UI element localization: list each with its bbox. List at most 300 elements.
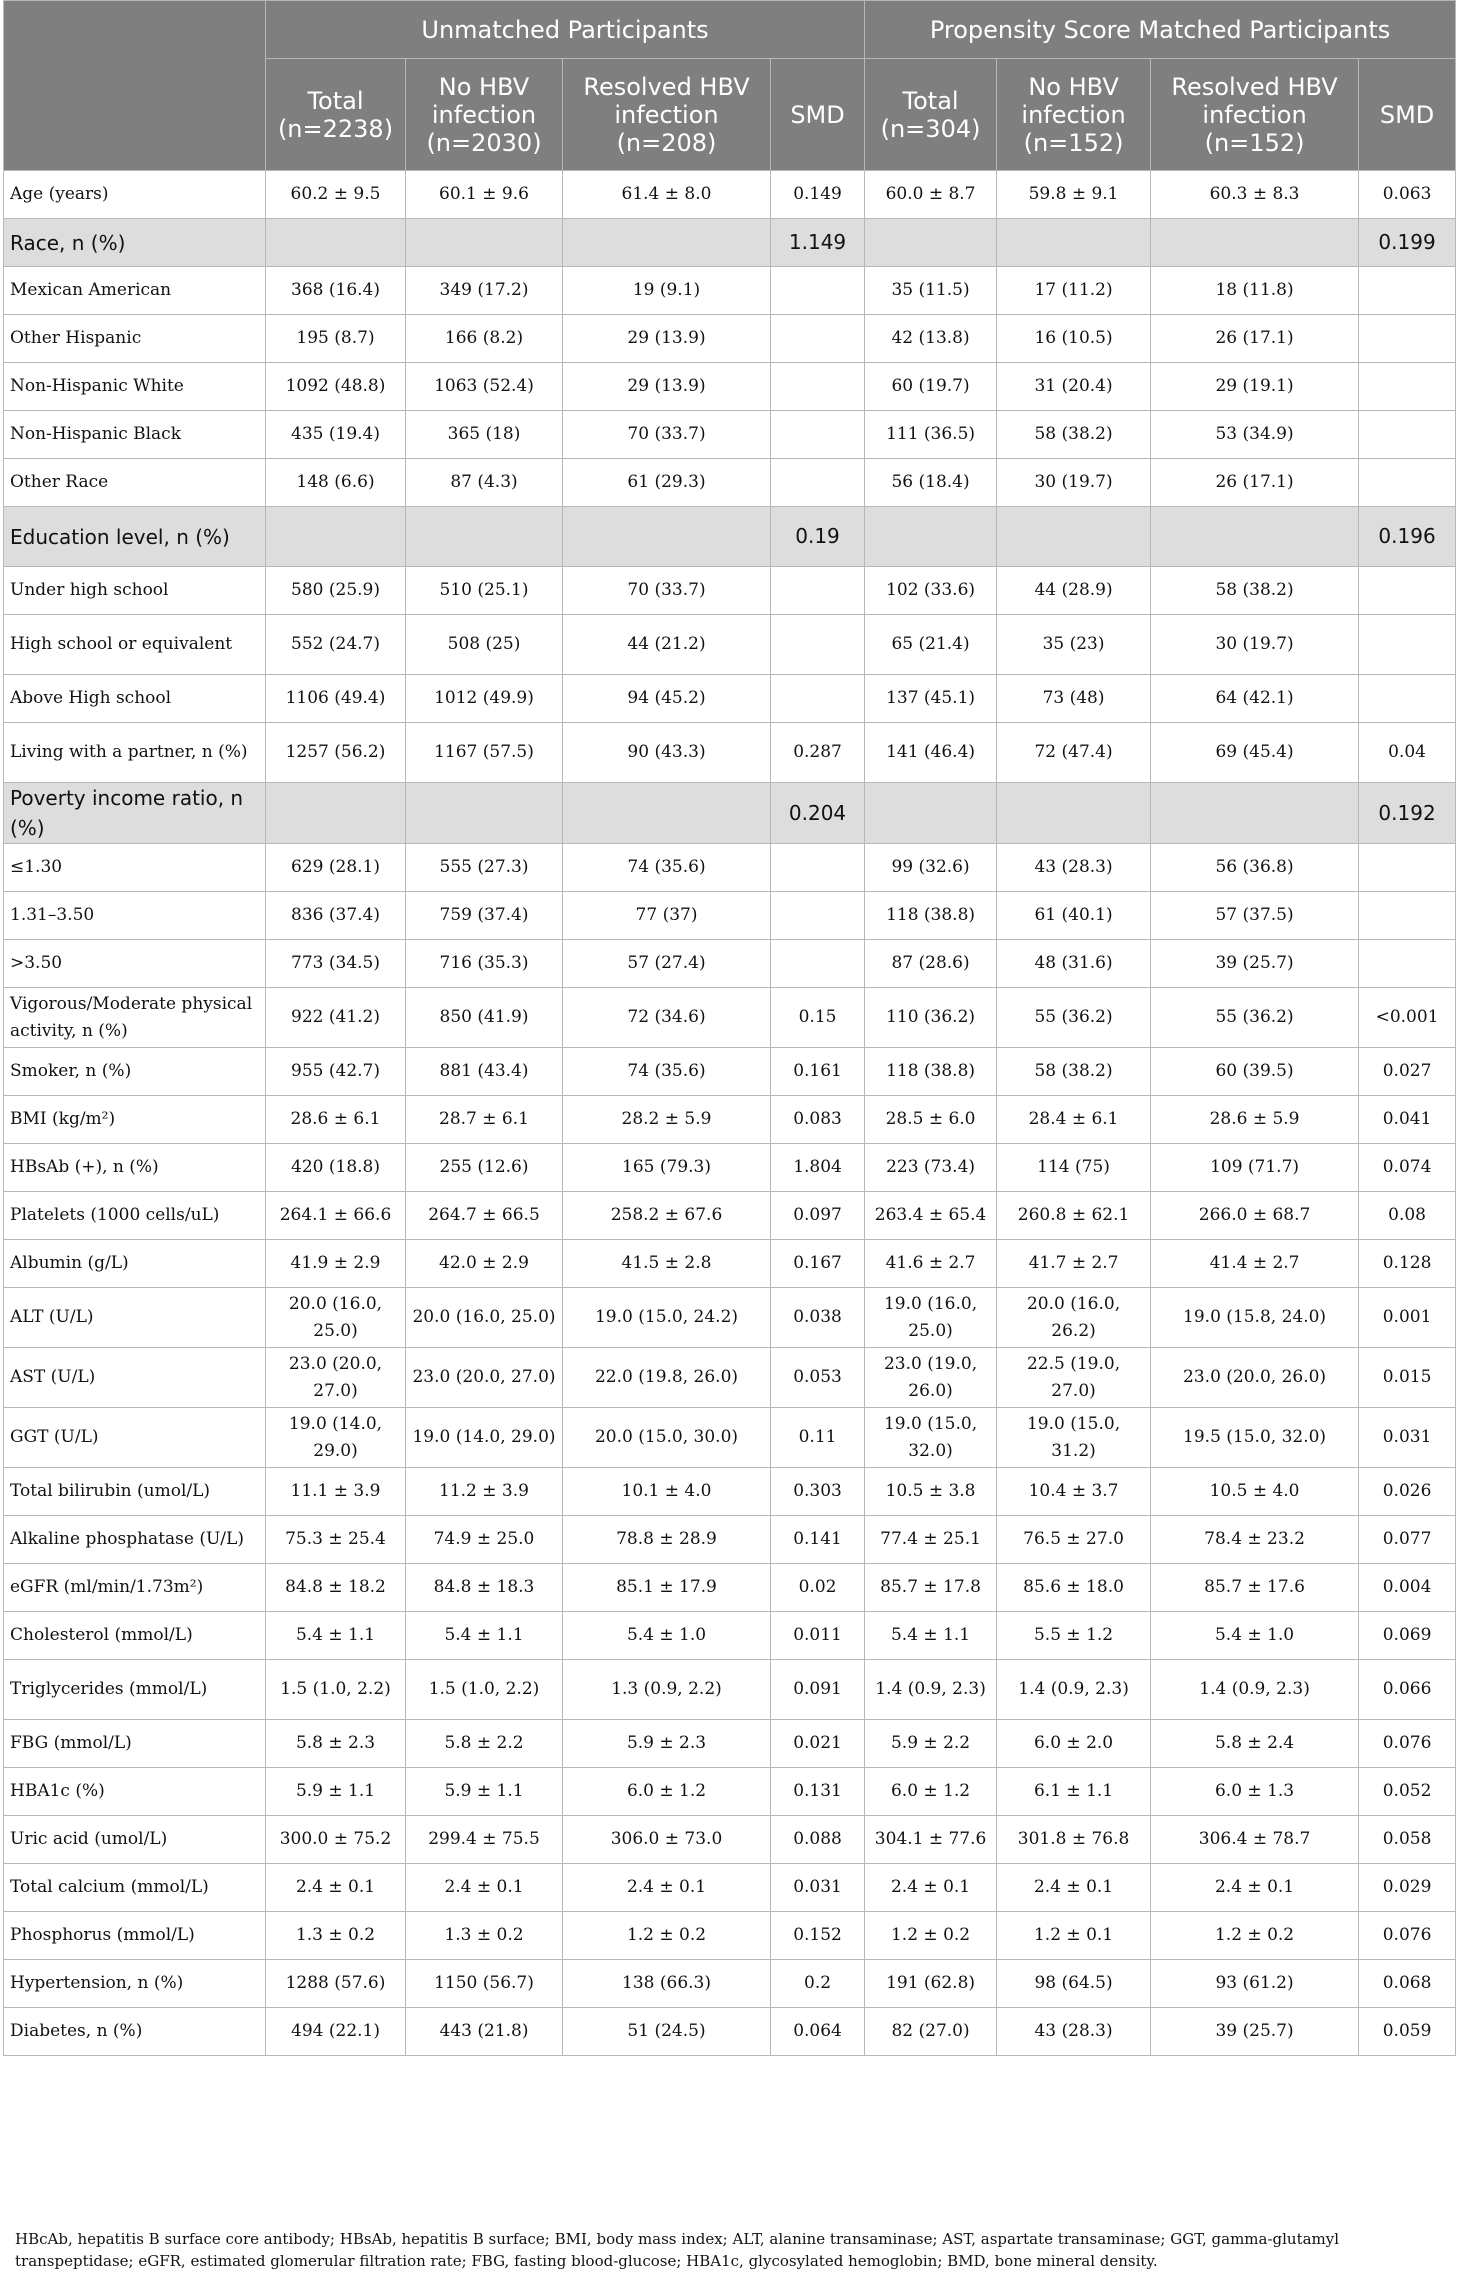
table-cell: 73 (48) xyxy=(997,675,1151,723)
smd-cell: 0.167 xyxy=(771,1240,865,1288)
table-cell: 1167 (57.5) xyxy=(406,723,563,783)
table-cell: 31 (20.4) xyxy=(997,363,1151,411)
table-row xyxy=(4,1864,1456,1912)
row-label: 1.31–3.50 xyxy=(4,892,266,940)
table-cell: 57 (27.4) xyxy=(563,940,771,988)
table-cell: 301.8 ± 76.8 xyxy=(997,1816,1151,1864)
row-label: Under high school xyxy=(4,567,266,615)
smd-cell: 0.074 xyxy=(1359,1144,1456,1192)
table-cell: 1.2 ± 0.2 xyxy=(563,1912,771,1960)
smd-cell: 0.161 xyxy=(771,1048,865,1096)
row-label: Total calcium (mmol/L) xyxy=(4,1864,266,1912)
smd-cell: 0.031 xyxy=(771,1864,865,1912)
table-cell: 19.0 (14.0, 29.0) xyxy=(406,1408,563,1468)
table-cell: 28.6 ± 5.9 xyxy=(1151,1096,1359,1144)
table-cell: 443 (21.8) xyxy=(406,2008,563,2056)
table-row xyxy=(4,1660,1456,1720)
table-cell: 85.7 ± 17.6 xyxy=(1151,1564,1359,1612)
table-header xyxy=(4,1,1456,171)
table-cell: 10.5 ± 3.8 xyxy=(865,1468,997,1516)
table-row xyxy=(4,1612,1456,1660)
smd-cell: 0.02 xyxy=(771,1564,865,1612)
table-row xyxy=(4,1288,1456,1348)
table-cell: 1.2 ± 0.1 xyxy=(997,1912,1151,1960)
row-label: >3.50 xyxy=(4,940,266,988)
row-label: Total bilirubin (umol/L) xyxy=(4,1468,266,1516)
table-cell: 137 (45.1) xyxy=(865,675,997,723)
table-row xyxy=(4,315,1456,363)
table-cell: 70 (33.7) xyxy=(563,411,771,459)
table-cell: 1.3 (0.9, 2.2) xyxy=(563,1660,771,1720)
smd-cell xyxy=(1359,411,1456,459)
smd-cell xyxy=(1359,567,1456,615)
table-cell: 223 (73.4) xyxy=(865,1144,997,1192)
row-label: Age (years) xyxy=(4,171,266,219)
smd-cell xyxy=(1359,363,1456,411)
table-cell: 1063 (52.4) xyxy=(406,363,563,411)
table-row xyxy=(4,940,1456,988)
table-row xyxy=(4,1408,1456,1468)
row-label: Non-Hispanic Black xyxy=(4,411,266,459)
table-cell: 75.3 ± 25.4 xyxy=(266,1516,406,1564)
row-label: High school or equivalent xyxy=(4,615,266,675)
table-cell: 19.0 (15.8, 24.0) xyxy=(1151,1288,1359,1348)
table-row xyxy=(4,1468,1456,1516)
table-row xyxy=(4,1912,1456,1960)
row-label: BMI (kg/m²) xyxy=(4,1096,266,1144)
table-cell xyxy=(406,219,563,267)
table-cell: 141 (46.4) xyxy=(865,723,997,783)
table-row xyxy=(4,1960,1456,2008)
table-cell: 58 (38.2) xyxy=(997,411,1151,459)
table-cell xyxy=(563,507,771,567)
table-cell: 19.0 (14.0, 29.0) xyxy=(266,1408,406,1468)
smd-cell: 0.091 xyxy=(771,1660,865,1720)
row-label: Albumin (g/L) xyxy=(4,1240,266,1288)
table-cell: 1257 (56.2) xyxy=(266,723,406,783)
table-cell: 44 (28.9) xyxy=(997,567,1151,615)
smd-cell: 0.19 xyxy=(771,507,865,567)
table-cell: 61 (40.1) xyxy=(997,892,1151,940)
table-cell: 922 (41.2) xyxy=(266,988,406,1048)
row-label: GGT (U/L) xyxy=(4,1408,266,1468)
table-cell: 6.0 ± 2.0 xyxy=(997,1720,1151,1768)
table-cell: 20.0 (16.0, 26.2) xyxy=(997,1288,1151,1348)
table-cell: 955 (42.7) xyxy=(266,1048,406,1096)
table-cell: 166 (8.2) xyxy=(406,315,563,363)
smd-cell xyxy=(771,892,865,940)
table-cell: 2.4 ± 0.1 xyxy=(865,1864,997,1912)
table-cell: 74 (35.6) xyxy=(563,844,771,892)
smd-cell xyxy=(1359,267,1456,315)
table-cell: 39 (25.7) xyxy=(1151,940,1359,988)
table-cell: 41.9 ± 2.9 xyxy=(266,1240,406,1288)
table-cell: 773 (34.5) xyxy=(266,940,406,988)
row-label: ≤1.30 xyxy=(4,844,266,892)
table-cell: 60.2 ± 9.5 xyxy=(266,171,406,219)
table-cell: 65 (21.4) xyxy=(865,615,997,675)
table-cell xyxy=(865,507,997,567)
table-cell: 5.4 ± 1.0 xyxy=(563,1612,771,1660)
table-cell: 118 (38.8) xyxy=(865,1048,997,1096)
table-cell: 494 (22.1) xyxy=(266,2008,406,2056)
baseline-characteristics-table xyxy=(3,0,1456,2056)
table-cell: 5.9 ± 1.1 xyxy=(266,1768,406,1816)
table-cell: 111 (36.5) xyxy=(865,411,997,459)
smd-cell: 0.097 xyxy=(771,1192,865,1240)
table-cell: 6.1 ± 1.1 xyxy=(997,1768,1151,1816)
table-cell: 29 (13.9) xyxy=(563,315,771,363)
smd-cell: 0.001 xyxy=(1359,1288,1456,1348)
smd-cell: 0.066 xyxy=(1359,1660,1456,1720)
table-cell: 28.7 ± 6.1 xyxy=(406,1096,563,1144)
table-cell: 255 (12.6) xyxy=(406,1144,563,1192)
smd-cell: 0.069 xyxy=(1359,1612,1456,1660)
table-cell: 258.2 ± 67.6 xyxy=(563,1192,771,1240)
table-cell: 1012 (49.9) xyxy=(406,675,563,723)
table-cell: 191 (62.8) xyxy=(865,1960,997,2008)
table-cell: 850 (41.9) xyxy=(406,988,563,1048)
row-label: Platelets (1000 cells/uL) xyxy=(4,1192,266,1240)
table-cell: 306.0 ± 73.0 xyxy=(563,1816,771,1864)
row-label: Vigorous/Moderate physical activity, n (%) xyxy=(4,988,266,1048)
column-header: SMD xyxy=(771,59,865,171)
table-cell: 580 (25.9) xyxy=(266,567,406,615)
smd-cell xyxy=(771,267,865,315)
table-cell: 77.4 ± 25.1 xyxy=(865,1516,997,1564)
table-cell: 61.4 ± 8.0 xyxy=(563,171,771,219)
table-cell: 78.8 ± 28.9 xyxy=(563,1516,771,1564)
table-cell: 2.4 ± 0.1 xyxy=(997,1864,1151,1912)
smd-cell xyxy=(1359,844,1456,892)
smd-cell: 0.08 xyxy=(1359,1192,1456,1240)
table-cell: 1.4 (0.9, 2.3) xyxy=(1151,1660,1359,1720)
smd-cell xyxy=(1359,315,1456,363)
table-cell: 60.1 ± 9.6 xyxy=(406,171,563,219)
smd-cell: 0.199 xyxy=(1359,219,1456,267)
table-cell xyxy=(563,783,771,844)
table-cell: 18 (11.8) xyxy=(1151,267,1359,315)
table-cell: 299.4 ± 75.5 xyxy=(406,1816,563,1864)
table-cell: 41.7 ± 2.7 xyxy=(997,1240,1151,1288)
table-cell: 87 (4.3) xyxy=(406,459,563,507)
table-cell: 5.5 ± 1.2 xyxy=(997,1612,1151,1660)
table-cell xyxy=(563,219,771,267)
table-cell: 84.8 ± 18.3 xyxy=(406,1564,563,1612)
table-cell: 87 (28.6) xyxy=(865,940,997,988)
table-cell: 82 (27.0) xyxy=(865,2008,997,2056)
category-row xyxy=(4,219,1456,267)
smd-cell: 0.004 xyxy=(1359,1564,1456,1612)
table-cell: 148 (6.6) xyxy=(266,459,406,507)
table-cell: 349 (17.2) xyxy=(406,267,563,315)
smd-cell xyxy=(771,615,865,675)
table-cell: 74 (35.6) xyxy=(563,1048,771,1096)
table-footnote: HBcAb, hepatitis B surface core antibody; HBsAb, hepatitis B surface; BMI, body mass index; ALT, alanine transaminase; AST, aspartate transaminase; GGT, gamma-glutamyl transpeptidase; eGFR, estimated glomerular filtration rate; FBG, fasting blood-glucose; HBA1c, glycosylated hemoglobin; BMD, bone mineral density. xyxy=(15,2230,1340,2270)
smd-cell: 0.128 xyxy=(1359,1240,1456,1288)
smd-cell: 0.076 xyxy=(1359,1720,1456,1768)
table-cell: 55 (36.2) xyxy=(997,988,1151,1048)
table-cell: 5.8 ± 2.2 xyxy=(406,1720,563,1768)
row-label: Alkaline phosphatase (U/L) xyxy=(4,1516,266,1564)
table-cell: 510 (25.1) xyxy=(406,567,563,615)
smd-cell: 0.053 xyxy=(771,1348,865,1408)
table-row xyxy=(4,363,1456,411)
column-header: Total (n=2238) xyxy=(266,59,406,171)
row-label: Uric acid (umol/L) xyxy=(4,1816,266,1864)
table-cell: 23.0 (20.0, 27.0) xyxy=(406,1348,563,1408)
table-cell: 42.0 ± 2.9 xyxy=(406,1240,563,1288)
table-cell: 41.4 ± 2.7 xyxy=(1151,1240,1359,1288)
table-cell: 1.4 (0.9, 2.3) xyxy=(997,1660,1151,1720)
table-cell: 22.5 (19.0, 27.0) xyxy=(997,1348,1151,1408)
table-cell: 55 (36.2) xyxy=(1151,988,1359,1048)
table-cell: 1150 (56.7) xyxy=(406,1960,563,2008)
table-cell: 10.5 ± 4.0 xyxy=(1151,1468,1359,1516)
table-row xyxy=(4,567,1456,615)
table-cell: 23.0 (20.0, 27.0) xyxy=(266,1348,406,1408)
table-cell: 59.8 ± 9.1 xyxy=(997,171,1151,219)
smd-cell: 0.141 xyxy=(771,1516,865,1564)
table-cell: 43 (28.3) xyxy=(997,844,1151,892)
table-cell: 5.4 ± 1.1 xyxy=(266,1612,406,1660)
table-cell: 11.2 ± 3.9 xyxy=(406,1468,563,1516)
table-cell: 53 (34.9) xyxy=(1151,411,1359,459)
smd-cell: 0.204 xyxy=(771,783,865,844)
table-cell: 629 (28.1) xyxy=(266,844,406,892)
table-cell xyxy=(1151,219,1359,267)
column-header: Resolved HBV infection (n=152) xyxy=(1151,59,1359,171)
table-cell: 72 (34.6) xyxy=(563,988,771,1048)
table-cell: 1092 (48.8) xyxy=(266,363,406,411)
table-cell: 263.4 ± 65.4 xyxy=(865,1192,997,1240)
table-cell: 365 (18) xyxy=(406,411,563,459)
table-cell: 29 (13.9) xyxy=(563,363,771,411)
row-label: Hypertension, n (%) xyxy=(4,1960,266,2008)
row-label: HBA1c (%) xyxy=(4,1768,266,1816)
table-cell: 110 (36.2) xyxy=(865,988,997,1048)
table-row xyxy=(4,1240,1456,1288)
smd-cell xyxy=(1359,892,1456,940)
smd-cell: 0.041 xyxy=(1359,1096,1456,1144)
table-cell: 77 (37) xyxy=(563,892,771,940)
table-cell: 93 (61.2) xyxy=(1151,1960,1359,2008)
smd-cell: 0.031 xyxy=(1359,1408,1456,1468)
table-cell: 35 (23) xyxy=(997,615,1151,675)
smd-cell: 0.192 xyxy=(1359,783,1456,844)
smd-cell: 0.287 xyxy=(771,723,865,783)
row-label: Phosphorus (mmol/L) xyxy=(4,1912,266,1960)
table-cell: 76.5 ± 27.0 xyxy=(997,1516,1151,1564)
table-cell: 17 (11.2) xyxy=(997,267,1151,315)
smd-cell: 0.196 xyxy=(1359,507,1456,567)
smd-cell: 0.15 xyxy=(771,988,865,1048)
table-cell: 5.8 ± 2.4 xyxy=(1151,1720,1359,1768)
table-row xyxy=(4,1348,1456,1408)
table-cell: 28.5 ± 6.0 xyxy=(865,1096,997,1144)
table-cell: 98 (64.5) xyxy=(997,1960,1151,2008)
table-cell: 2.4 ± 0.1 xyxy=(406,1864,563,1912)
smd-cell: 0.303 xyxy=(771,1468,865,1516)
table-cell: 508 (25) xyxy=(406,615,563,675)
row-label: FBG (mmol/L) xyxy=(4,1720,266,1768)
smd-cell xyxy=(1359,615,1456,675)
table-cell: 20.0 (16.0, 25.0) xyxy=(266,1288,406,1348)
smd-cell: 0.149 xyxy=(771,171,865,219)
smd-cell xyxy=(771,567,865,615)
column-header: Total (n=304) xyxy=(865,59,997,171)
table-cell: 99 (32.6) xyxy=(865,844,997,892)
smd-cell: 0.068 xyxy=(1359,1960,1456,2008)
table-cell: 19 (9.1) xyxy=(563,267,771,315)
row-label: ALT (U/L) xyxy=(4,1288,266,1348)
row-label: Diabetes, n (%) xyxy=(4,2008,266,2056)
table-cell: 10.4 ± 3.7 xyxy=(997,1468,1151,1516)
table-cell: 69 (45.4) xyxy=(1151,723,1359,783)
row-label: Other Hispanic xyxy=(4,315,266,363)
smd-cell: 0.063 xyxy=(1359,171,1456,219)
smd-cell: 0.152 xyxy=(771,1912,865,1960)
table-cell: 30 (19.7) xyxy=(997,459,1151,507)
smd-cell: 0.052 xyxy=(1359,1768,1456,1816)
table-cell: 552 (24.7) xyxy=(266,615,406,675)
table-cell xyxy=(997,783,1151,844)
table-cell: 20.0 (15.0, 30.0) xyxy=(563,1408,771,1468)
table-cell: 1288 (57.6) xyxy=(266,1960,406,2008)
table-row xyxy=(4,1096,1456,1144)
table-cell: 26 (17.1) xyxy=(1151,315,1359,363)
table-row xyxy=(4,988,1456,1048)
table-cell: 5.9 ± 2.2 xyxy=(865,1720,997,1768)
category-row xyxy=(4,783,1456,844)
table-row xyxy=(4,2008,1456,2056)
smd-cell: 0.131 xyxy=(771,1768,865,1816)
table-cell: 41.5 ± 2.8 xyxy=(563,1240,771,1288)
table-cell: 266.0 ± 68.7 xyxy=(1151,1192,1359,1240)
table-cell: 39 (25.7) xyxy=(1151,2008,1359,2056)
smd-cell xyxy=(771,675,865,723)
row-label: Mexican American xyxy=(4,267,266,315)
table-cell: 264.7 ± 66.5 xyxy=(406,1192,563,1240)
table-cell: 85.6 ± 18.0 xyxy=(997,1564,1151,1612)
table-cell: 6.0 ± 1.2 xyxy=(865,1768,997,1816)
table-cell: 28.2 ± 5.9 xyxy=(563,1096,771,1144)
table-row xyxy=(4,615,1456,675)
table-cell: 51 (24.5) xyxy=(563,2008,771,2056)
smd-cell xyxy=(771,363,865,411)
table-cell: 19.0 (16.0, 25.0) xyxy=(865,1288,997,1348)
table-cell: 19.5 (15.0, 32.0) xyxy=(1151,1408,1359,1468)
table-cell: 5.4 ± 1.1 xyxy=(406,1612,563,1660)
table-cell: 84.8 ± 18.2 xyxy=(266,1564,406,1612)
smd-cell: 0.026 xyxy=(1359,1468,1456,1516)
smd-cell: 0.064 xyxy=(771,2008,865,2056)
table-cell: 1.4 (0.9, 2.3) xyxy=(865,1660,997,1720)
table-cell: 11.1 ± 3.9 xyxy=(266,1468,406,1516)
row-label: Smoker, n (%) xyxy=(4,1048,266,1096)
column-header: SMD xyxy=(1359,59,1456,171)
table-cell: 56 (36.8) xyxy=(1151,844,1359,892)
table-cell: 264.1 ± 66.6 xyxy=(266,1192,406,1240)
table-cell: 58 (38.2) xyxy=(1151,567,1359,615)
smd-cell: 0.076 xyxy=(1359,1912,1456,1960)
smd-cell xyxy=(771,315,865,363)
table-cell xyxy=(266,783,406,844)
smd-cell xyxy=(771,940,865,988)
table-cell xyxy=(1151,507,1359,567)
smd-cell: 0.027 xyxy=(1359,1048,1456,1096)
table-cell xyxy=(997,219,1151,267)
row-label: Poverty income ratio, n (%) xyxy=(4,783,266,844)
group-header-matched: Propensity Score Matched Participants xyxy=(865,1,1456,59)
table-cell: 1.2 ± 0.2 xyxy=(1151,1912,1359,1960)
category-row xyxy=(4,507,1456,567)
corner-header-cell xyxy=(4,1,266,171)
table-row xyxy=(4,844,1456,892)
table-cell: 60 (19.7) xyxy=(865,363,997,411)
table-row xyxy=(4,1720,1456,1768)
table-cell: 304.1 ± 77.6 xyxy=(865,1816,997,1864)
table-cell: 5.4 ± 1.1 xyxy=(865,1612,997,1660)
table-cell: 70 (33.7) xyxy=(563,567,771,615)
column-header: No HBV infection (n=2030) xyxy=(406,59,563,171)
table-row xyxy=(4,1516,1456,1564)
table-cell: 22.0 (19.8, 26.0) xyxy=(563,1348,771,1408)
table-body xyxy=(4,171,1456,2056)
table-row xyxy=(4,1144,1456,1192)
table-cell: 138 (66.3) xyxy=(563,1960,771,2008)
table-row xyxy=(4,411,1456,459)
table-cell: 43 (28.3) xyxy=(997,2008,1151,2056)
table-cell: 78.4 ± 23.2 xyxy=(1151,1516,1359,1564)
table-cell: 48 (31.6) xyxy=(997,940,1151,988)
table-row xyxy=(4,1048,1456,1096)
table-cell: 6.0 ± 1.3 xyxy=(1151,1768,1359,1816)
table-cell: 26 (17.1) xyxy=(1151,459,1359,507)
table-cell: 74.9 ± 25.0 xyxy=(406,1516,563,1564)
table-cell: 195 (8.7) xyxy=(266,315,406,363)
table-cell: 165 (79.3) xyxy=(563,1144,771,1192)
smd-cell: 0.058 xyxy=(1359,1816,1456,1864)
table-cell: 94 (45.2) xyxy=(563,675,771,723)
table-cell xyxy=(865,219,997,267)
table-cell: 30 (19.7) xyxy=(1151,615,1359,675)
smd-cell: 0.021 xyxy=(771,1720,865,1768)
table-cell: 5.9 ± 1.1 xyxy=(406,1768,563,1816)
smd-cell: 0.04 xyxy=(1359,723,1456,783)
table-cell: 58 (38.2) xyxy=(997,1048,1151,1096)
table-cell: 109 (71.7) xyxy=(1151,1144,1359,1192)
row-label: Race, n (%) xyxy=(4,219,266,267)
table-row xyxy=(4,267,1456,315)
table-cell: 435 (19.4) xyxy=(266,411,406,459)
table-cell: 368 (16.4) xyxy=(266,267,406,315)
table-cell: 1.5 (1.0, 2.2) xyxy=(406,1660,563,1720)
table-cell: 6.0 ± 1.2 xyxy=(563,1768,771,1816)
table-cell: 19.0 (15.0, 24.2) xyxy=(563,1288,771,1348)
smd-cell: 0.077 xyxy=(1359,1516,1456,1564)
table-cell: 19.0 (15.0, 31.2) xyxy=(997,1408,1151,1468)
table-cell: 5.9 ± 2.3 xyxy=(563,1720,771,1768)
smd-cell: 0.038 xyxy=(771,1288,865,1348)
smd-cell xyxy=(1359,940,1456,988)
smd-cell: 1.804 xyxy=(771,1144,865,1192)
table-cell: 5.4 ± 1.0 xyxy=(1151,1612,1359,1660)
table-cell: 1106 (49.4) xyxy=(266,675,406,723)
table-row xyxy=(4,171,1456,219)
smd-cell: 0.083 xyxy=(771,1096,865,1144)
row-label: AST (U/L) xyxy=(4,1348,266,1408)
